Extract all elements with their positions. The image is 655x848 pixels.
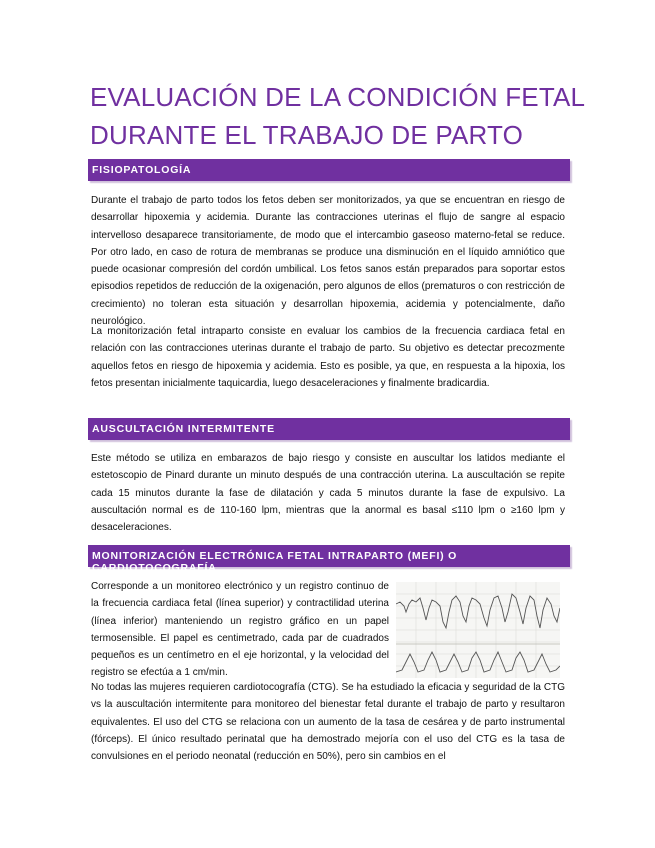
paragraph-mefi-1: Corresponde a un monitoreo electrónico y un registro continuo de la frecuencia cardiaca fetal (línea superior) y contractilidad uterina (línea inferior) manteniendo un registro gráfico en un papel termosensible. El papel es centimetrado, cada par de cuadrados pequeños es un centímetro en el eje horizontal, y la velocidad del registro se efectúa a 1 cm/min.	[91, 581, 389, 679]
section-heading-mefi: MONITORIZACIÓN ELECTRÓNICA FETAL INTRAPARTO (MEFI) O CARDIOTOCOGRAFÍA	[88, 545, 570, 567]
paragraph-mefi-2: No todas las mujeres requieren cardiotocografía (CTG). Se ha estudiado la eficacia y seguridad de la CTG vs la auscultación intermitente para monitoreo del bienestar fetal durante el trabajo de parto y resultaron equivalentes. El uso del CTG se relaciona con un aumento de la tasa de cesárea y de parto instrumental (fórceps). El único resultado perinatal que ha demostrado mejoría con el uso del CTG es la tasa de convulsiones en el periodo neonatal (reducción en 50%), pero sin cambios en el	[91, 682, 565, 763]
title-line-1: EVALUACIÓN DE LA CONDICIÓN FETAL	[90, 82, 586, 112]
title-line-2: DURANTE EL TRABAJO DE PARTO	[90, 120, 524, 150]
section-heading-auscultacion: AUSCULTACIÓN INTERMITENTE	[88, 418, 570, 440]
paragraph-auscultacion-1: Este método se utiliza en embarazos de bajo riesgo y consiste en auscultar los latidos mediante el estetoscopio de Pinard durante un minuto después de una contracción uterina. La auscultación se repite cada 15 minutos durante la fase de dilatación y cada 5 minutos durante la fase de expulsivo. La auscultación normal es de 110-160 lpm, mientras que la anormal es basal ≤110 lpm o ≥160 lpm y desaceleraciones.	[91, 453, 565, 534]
page-title	[90, 78, 590, 154]
ctg-trace-image	[396, 582, 560, 678]
paragraph-fisiopatologia-1: Durante el trabajo de parto todos los fetos deben ser monitorizados, ya que se encuentran en riesgo de desarrollar hipoxemia y acidemia. Durante las contracciones uterinas el flujo de sangre al espacio intervelloso desaparece transitoriamente, de modo que el intercambio gaseoso materno-fetal se reduce. Por otro lado, en caso de rotura de membranas se produce una disminución en el líquido amniótico que puede ocasionar compresión del cordón umbilical. Los fetos sanos están preparados para soportar estos episodios repetidos de reducción de la oxigenación, pero algunos de ellos (prematuros o con restricción de crecimiento) no toleran esta situación y desarrollan hipoxemia, acidemia y potencialmente, daño neurológico.	[91, 195, 565, 328]
paragraph-fisiopatologia-2: La monitorización fetal intraparto consiste en evaluar los cambios de la frecuencia cardiaca fetal en relación con las contracciones uterinas durante el trabajo de parto. Su objetivo es detectar precozmente aquellos fetos en riesgo de hipoxemia y acidemia. Esto es posible, ya que, en respuesta a la hipoxia, los fetos presentan inicialmente taquicardia, luego desaceleraciones y finalmente bradicardia.	[91, 326, 565, 389]
section-heading-fisiopatologia: FISIOPATOLOGÍA	[88, 159, 570, 181]
